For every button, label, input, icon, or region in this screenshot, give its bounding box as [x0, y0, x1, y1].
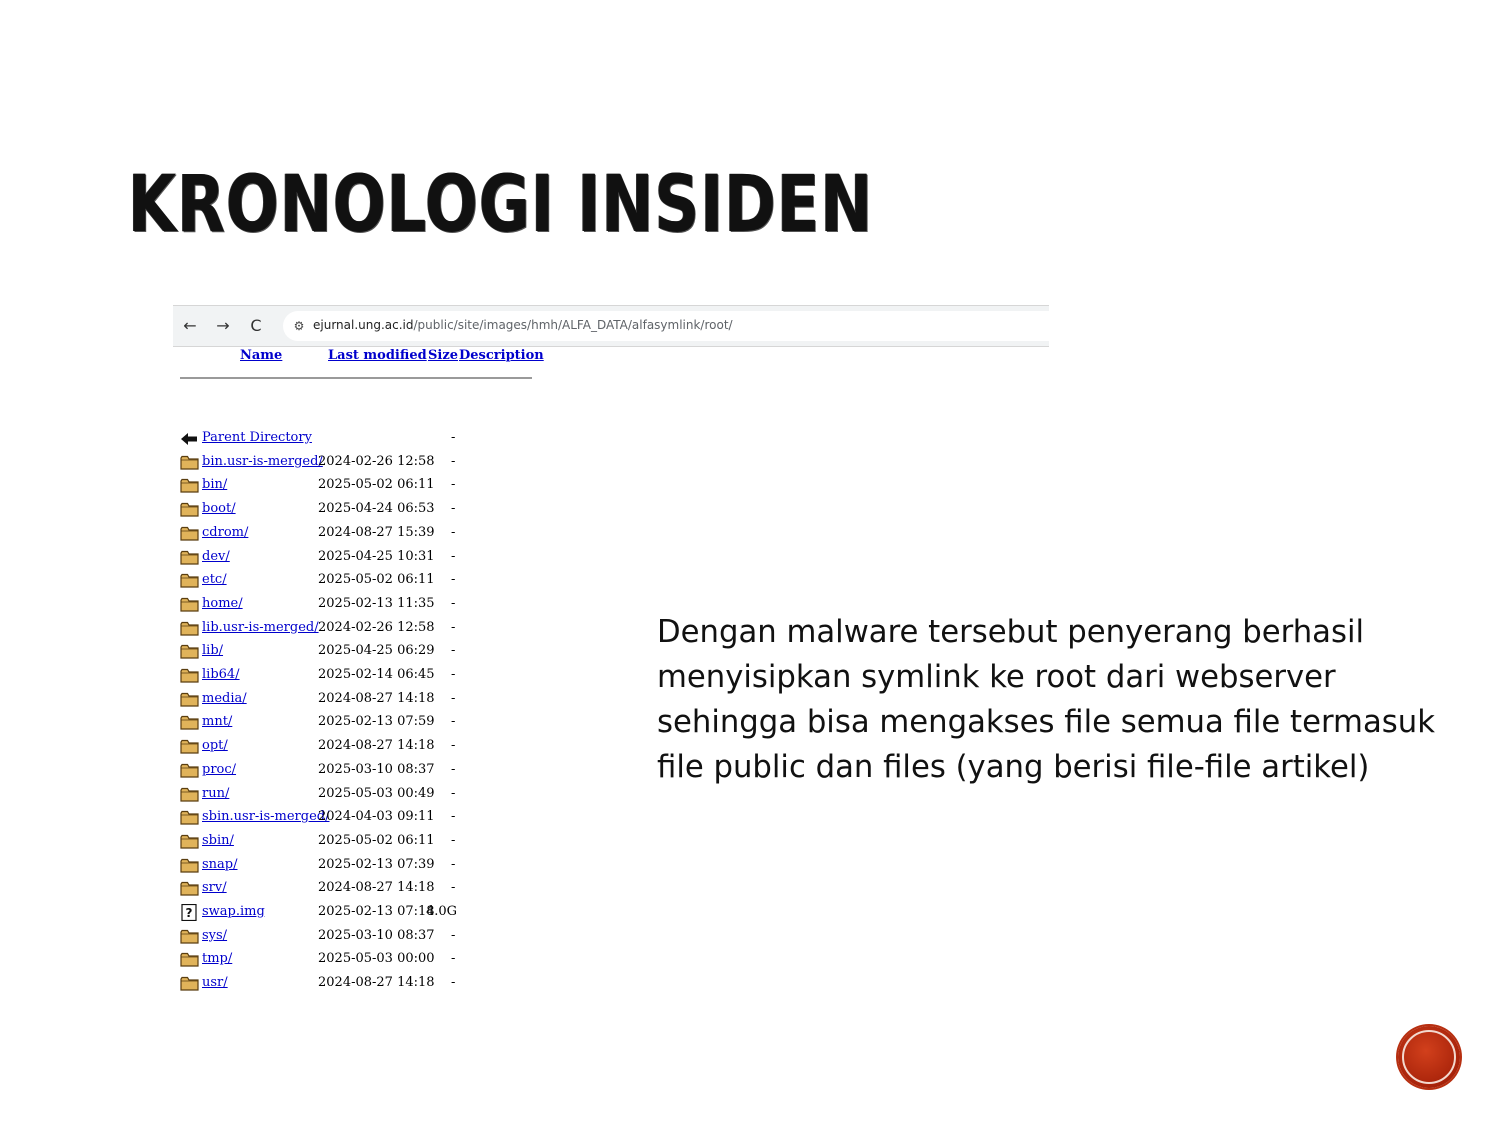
folder-icon [180, 833, 199, 850]
file-link[interactable]: usr/ [202, 975, 228, 991]
file-link[interactable]: lib64/ [202, 667, 240, 682]
file-size: - [451, 761, 456, 777]
table-row [180, 665, 480, 687]
folder-icon [180, 667, 199, 684]
last-modified: 2024-04-03 09:11 [318, 809, 435, 825]
address-bar[interactable] [283, 311, 1049, 341]
file-link[interactable]: swap.img [202, 904, 265, 919]
file-size: - [451, 619, 456, 635]
file-size: - [451, 690, 456, 706]
table-row [180, 452, 480, 474]
folder-icon [180, 880, 199, 897]
column-header-size[interactable]: Size [428, 348, 458, 363]
file-link[interactable]: media/ [202, 690, 247, 706]
file-size: - [451, 975, 456, 991]
table-row [180, 689, 480, 711]
slide-corner-badge [1398, 1026, 1460, 1088]
folder-icon [180, 501, 199, 518]
folder-icon [180, 738, 199, 755]
file-size: - [451, 785, 456, 801]
back-arrow-icon [180, 430, 199, 447]
last-modified: 2025-05-02 06:11 [318, 477, 435, 493]
file-size: - [451, 927, 456, 943]
file-size: - [451, 548, 456, 564]
table-row [180, 428, 480, 450]
table-row [180, 807, 480, 829]
folder-icon [180, 975, 199, 992]
last-modified: 2025-04-25 06:29 [318, 643, 435, 659]
last-modified: 2025-02-13 07:39 [318, 856, 435, 872]
file-size: - [451, 951, 456, 967]
last-modified: 2025-04-24 06:53 [318, 501, 435, 517]
folder-icon [180, 951, 199, 968]
file-size: - [451, 714, 456, 730]
slide-title: KRONOLOGI INSIDEN [128, 160, 874, 250]
folder-icon [180, 525, 199, 542]
file-size: - [451, 880, 456, 896]
folder-icon [180, 691, 199, 708]
file-size: - [451, 643, 456, 659]
file-size: - [451, 501, 456, 517]
last-modified: 2025-04-25 10:31 [318, 548, 435, 564]
file-link[interactable]: srv/ [202, 880, 227, 896]
last-modified: 2025-02-13 07:59 [318, 714, 435, 730]
table-row [180, 523, 480, 545]
folder-icon [180, 454, 199, 471]
last-modified: 2025-05-03 00:49 [318, 785, 435, 801]
file-size: 4.0G [426, 904, 458, 919]
file-link[interactable]: sbin.usr-is-merged/ [202, 809, 330, 825]
file-link[interactable]: mnt/ [202, 714, 233, 730]
file-size: - [451, 477, 456, 493]
file-size: - [451, 524, 456, 540]
folder-icon [180, 809, 199, 826]
column-header-description[interactable]: Description [459, 348, 544, 363]
file-link[interactable]: lib.usr-is-merged/ [202, 619, 319, 635]
file-size: - [451, 809, 456, 825]
file-size: - [451, 430, 456, 445]
browser-toolbar [173, 305, 1049, 347]
file-link[interactable]: run/ [202, 785, 230, 801]
file-link[interactable]: etc/ [202, 572, 227, 588]
file-link[interactable]: lib/ [202, 643, 224, 659]
file-link[interactable]: sys/ [202, 927, 228, 943]
file-size: - [451, 453, 456, 469]
table-row [180, 475, 480, 497]
table-row [180, 594, 480, 616]
table-row [180, 926, 480, 948]
file-link[interactable]: boot/ [202, 501, 236, 517]
url-text [313, 318, 733, 332]
table-row [180, 712, 480, 734]
last-modified: 2025-03-10 08:37 [318, 927, 435, 943]
folder-icon [180, 477, 199, 494]
forward-icon[interactable]: → [216, 316, 230, 335]
file-link[interactable]: tmp/ [202, 951, 233, 967]
file-size: - [451, 856, 456, 872]
back-icon[interactable]: ← [183, 316, 197, 335]
column-header-last-modified[interactable]: Last modified [328, 348, 427, 363]
table-row [180, 618, 480, 640]
folder-icon [180, 714, 199, 731]
last-modified: 2024-02-26 12:58 [318, 619, 435, 635]
file-size: - [451, 595, 456, 611]
file-link[interactable]: opt/ [202, 738, 228, 754]
last-modified: 2025-05-03 00:00 [318, 951, 435, 967]
folder-icon [180, 928, 199, 945]
column-header-name[interactable]: Name [240, 348, 283, 363]
file-size: - [451, 738, 456, 754]
folder-icon [180, 762, 199, 779]
last-modified: 2025-03-10 08:37 [318, 761, 435, 777]
folder-icon [180, 549, 199, 566]
folder-icon [180, 572, 199, 589]
file-link[interactable]: proc/ [202, 761, 237, 777]
last-modified: 2024-08-27 14:18 [318, 690, 435, 706]
table-row [180, 973, 480, 995]
file-link[interactable]: dev/ [202, 548, 230, 564]
url-path: /public/site/images/hmh/ALFA_DATA/alfasymlink/root/ [413, 318, 733, 332]
table-row [180, 547, 480, 569]
table-row [180, 855, 480, 877]
folder-icon [180, 857, 199, 874]
file-link[interactable]: sbin/ [202, 832, 234, 848]
table-row [180, 831, 480, 853]
last-modified: 2024-08-27 15:39 [318, 524, 435, 540]
reload-icon[interactable]: C [250, 316, 262, 335]
last-modified: 2025-02-14 06:45 [318, 667, 435, 682]
file-size: - [451, 667, 456, 682]
folder-icon [180, 786, 199, 803]
file-link[interactable]: bin.usr-is-merged/ [202, 453, 323, 469]
folder-icon [180, 620, 199, 637]
file-link[interactable]: home/ [202, 595, 243, 611]
last-modified: 2024-08-27 14:18 [318, 880, 435, 896]
file-link[interactable]: bin/ [202, 477, 228, 493]
table-row [180, 641, 480, 663]
file-link[interactable]: snap/ [202, 856, 238, 872]
site-settings-icon[interactable]: ⚙ [293, 319, 305, 333]
last-modified: 2025-05-02 06:11 [318, 572, 435, 588]
table-row [180, 784, 480, 806]
file-link[interactable]: cdrom/ [202, 524, 249, 540]
table-row [180, 570, 480, 592]
folder-icon [180, 596, 199, 613]
file-link[interactable]: Parent Directory [202, 430, 312, 445]
last-modified: 2024-08-27 14:18 [318, 975, 435, 991]
file-size: - [451, 572, 456, 588]
slide-body-text: Dengan malware tersebut penyerang berhasil menyisipkan symlink ke root dari webserver sehingga bisa mengakses file semua file termasuk file public dan files (yang berisi file-file artikel) [657, 614, 1435, 785]
last-modified: 2024-08-27 14:18 [318, 738, 435, 754]
table-row [180, 949, 480, 971]
last-modified: 2024-02-26 12:58 [318, 453, 435, 469]
file-size: - [451, 832, 456, 848]
header-divider [180, 377, 532, 379]
last-modified: 2025-02-13 11:35 [318, 595, 435, 611]
table-row [180, 902, 480, 924]
folder-icon [180, 643, 199, 660]
table-row [180, 499, 480, 521]
url-host: ejurnal.ung.ac.id [313, 318, 414, 332]
last-modified: 2025-02-13 07:18 [318, 904, 435, 919]
table-row [180, 878, 480, 900]
unknown-file-icon [180, 904, 199, 921]
last-modified: 2025-05-02 06:11 [318, 832, 435, 848]
table-row [180, 760, 480, 782]
svg-text:?: ? [185, 906, 193, 920]
table-row [180, 736, 480, 758]
